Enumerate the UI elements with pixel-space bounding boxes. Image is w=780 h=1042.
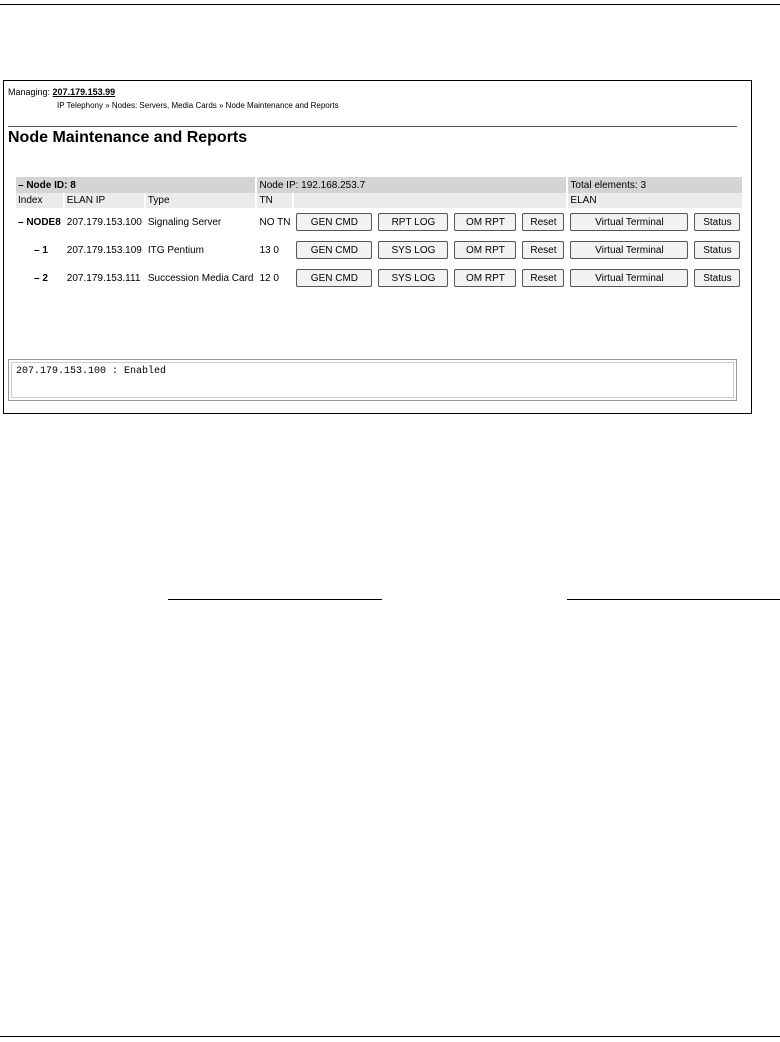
virtual-terminal-button[interactable]: Virtual Terminal — [570, 241, 688, 259]
table-row — [16, 236, 742, 264]
row-type: ITG Pentium — [147, 244, 205, 256]
table-row — [16, 208, 742, 236]
reset-button[interactable]: Reset — [522, 241, 564, 259]
node-ip-cell: Node IP: 192.168.253.7 — [257, 177, 566, 193]
sys-log-button[interactable]: SYS LOG — [378, 241, 448, 259]
row-index[interactable]: – 1 — [34, 244, 48, 256]
row-elan — [568, 264, 742, 292]
om-rpt-button[interactable]: OM RPT — [454, 213, 516, 231]
signature-line-right — [567, 599, 780, 600]
status-button[interactable]: Status — [694, 241, 740, 259]
managed-ip-link[interactable]: 207.179.153.99 — [52, 87, 116, 97]
reset-button[interactable]: Reset — [522, 269, 564, 287]
row-elan-ip: 207.179.153.100 — [66, 216, 142, 228]
row-tn: NO TN — [259, 216, 291, 228]
row-actions — [294, 264, 566, 292]
row-elan — [568, 236, 742, 264]
page-title: Node Maintenance and Reports — [8, 129, 248, 146]
breadcrumb: IP Telephony » Nodes: Servers, Media Cards » Node Maintenance and Reports — [57, 101, 339, 110]
status-output-frame — [8, 359, 737, 401]
virtual-terminal-button[interactable]: Virtual Terminal — [570, 269, 688, 287]
row-actions — [294, 208, 566, 236]
row-type: Signaling Server — [147, 216, 222, 228]
gen-cmd-button[interactable]: GEN CMD — [296, 213, 372, 231]
status-output[interactable]: 207.179.153.100 : Enabled — [11, 362, 734, 398]
signature-line-left — [168, 599, 382, 600]
header-divider — [8, 126, 737, 127]
node-id-cell — [16, 177, 255, 193]
bottom-page-rule — [0, 1036, 780, 1037]
col-tn: TN — [257, 193, 292, 208]
row-elan — [568, 208, 742, 236]
node-id[interactable]: – Node ID: 8 — [18, 179, 76, 191]
status-button[interactable]: Status — [694, 269, 740, 287]
reset-button[interactable]: Reset — [522, 213, 564, 231]
screenshot-frame — [3, 80, 752, 414]
top-page-rule — [0, 4, 780, 5]
col-elan-ip: ELAN IP — [65, 193, 144, 208]
column-header-row — [16, 193, 742, 208]
row-elan-ip: 207.179.153.111 — [66, 272, 141, 284]
col-type: Type — [146, 193, 256, 208]
rpt-log-button[interactable]: RPT LOG — [378, 213, 448, 231]
row-type: Succession Media Card — [147, 272, 254, 284]
row-tn: 12 0 — [259, 272, 279, 284]
sys-log-button[interactable]: SYS LOG — [378, 269, 448, 287]
row-elan-ip: 207.179.153.109 — [66, 244, 142, 256]
row-tn: 13 0 — [259, 244, 279, 256]
om-rpt-button[interactable]: OM RPT — [454, 269, 516, 287]
row-actions — [294, 236, 566, 264]
virtual-terminal-button[interactable]: Virtual Terminal — [570, 213, 688, 231]
col-elan: ELAN — [568, 193, 742, 208]
node-table — [14, 177, 744, 292]
gen-cmd-button[interactable]: GEN CMD — [296, 269, 372, 287]
managing-label: Managing: — [8, 87, 51, 97]
managing-line — [8, 87, 115, 97]
col-index: Index — [16, 193, 63, 208]
row-index[interactable]: – 2 — [34, 272, 48, 284]
row-index[interactable]: – NODE8 — [18, 216, 61, 228]
col-actions — [294, 193, 566, 208]
status-button[interactable]: Status — [694, 213, 740, 231]
node-summary-row — [16, 177, 742, 193]
total-elements-cell: Total elements: 3 — [568, 177, 742, 193]
table-row — [16, 264, 742, 292]
gen-cmd-button[interactable]: GEN CMD — [296, 241, 372, 259]
om-rpt-button[interactable]: OM RPT — [454, 241, 516, 259]
